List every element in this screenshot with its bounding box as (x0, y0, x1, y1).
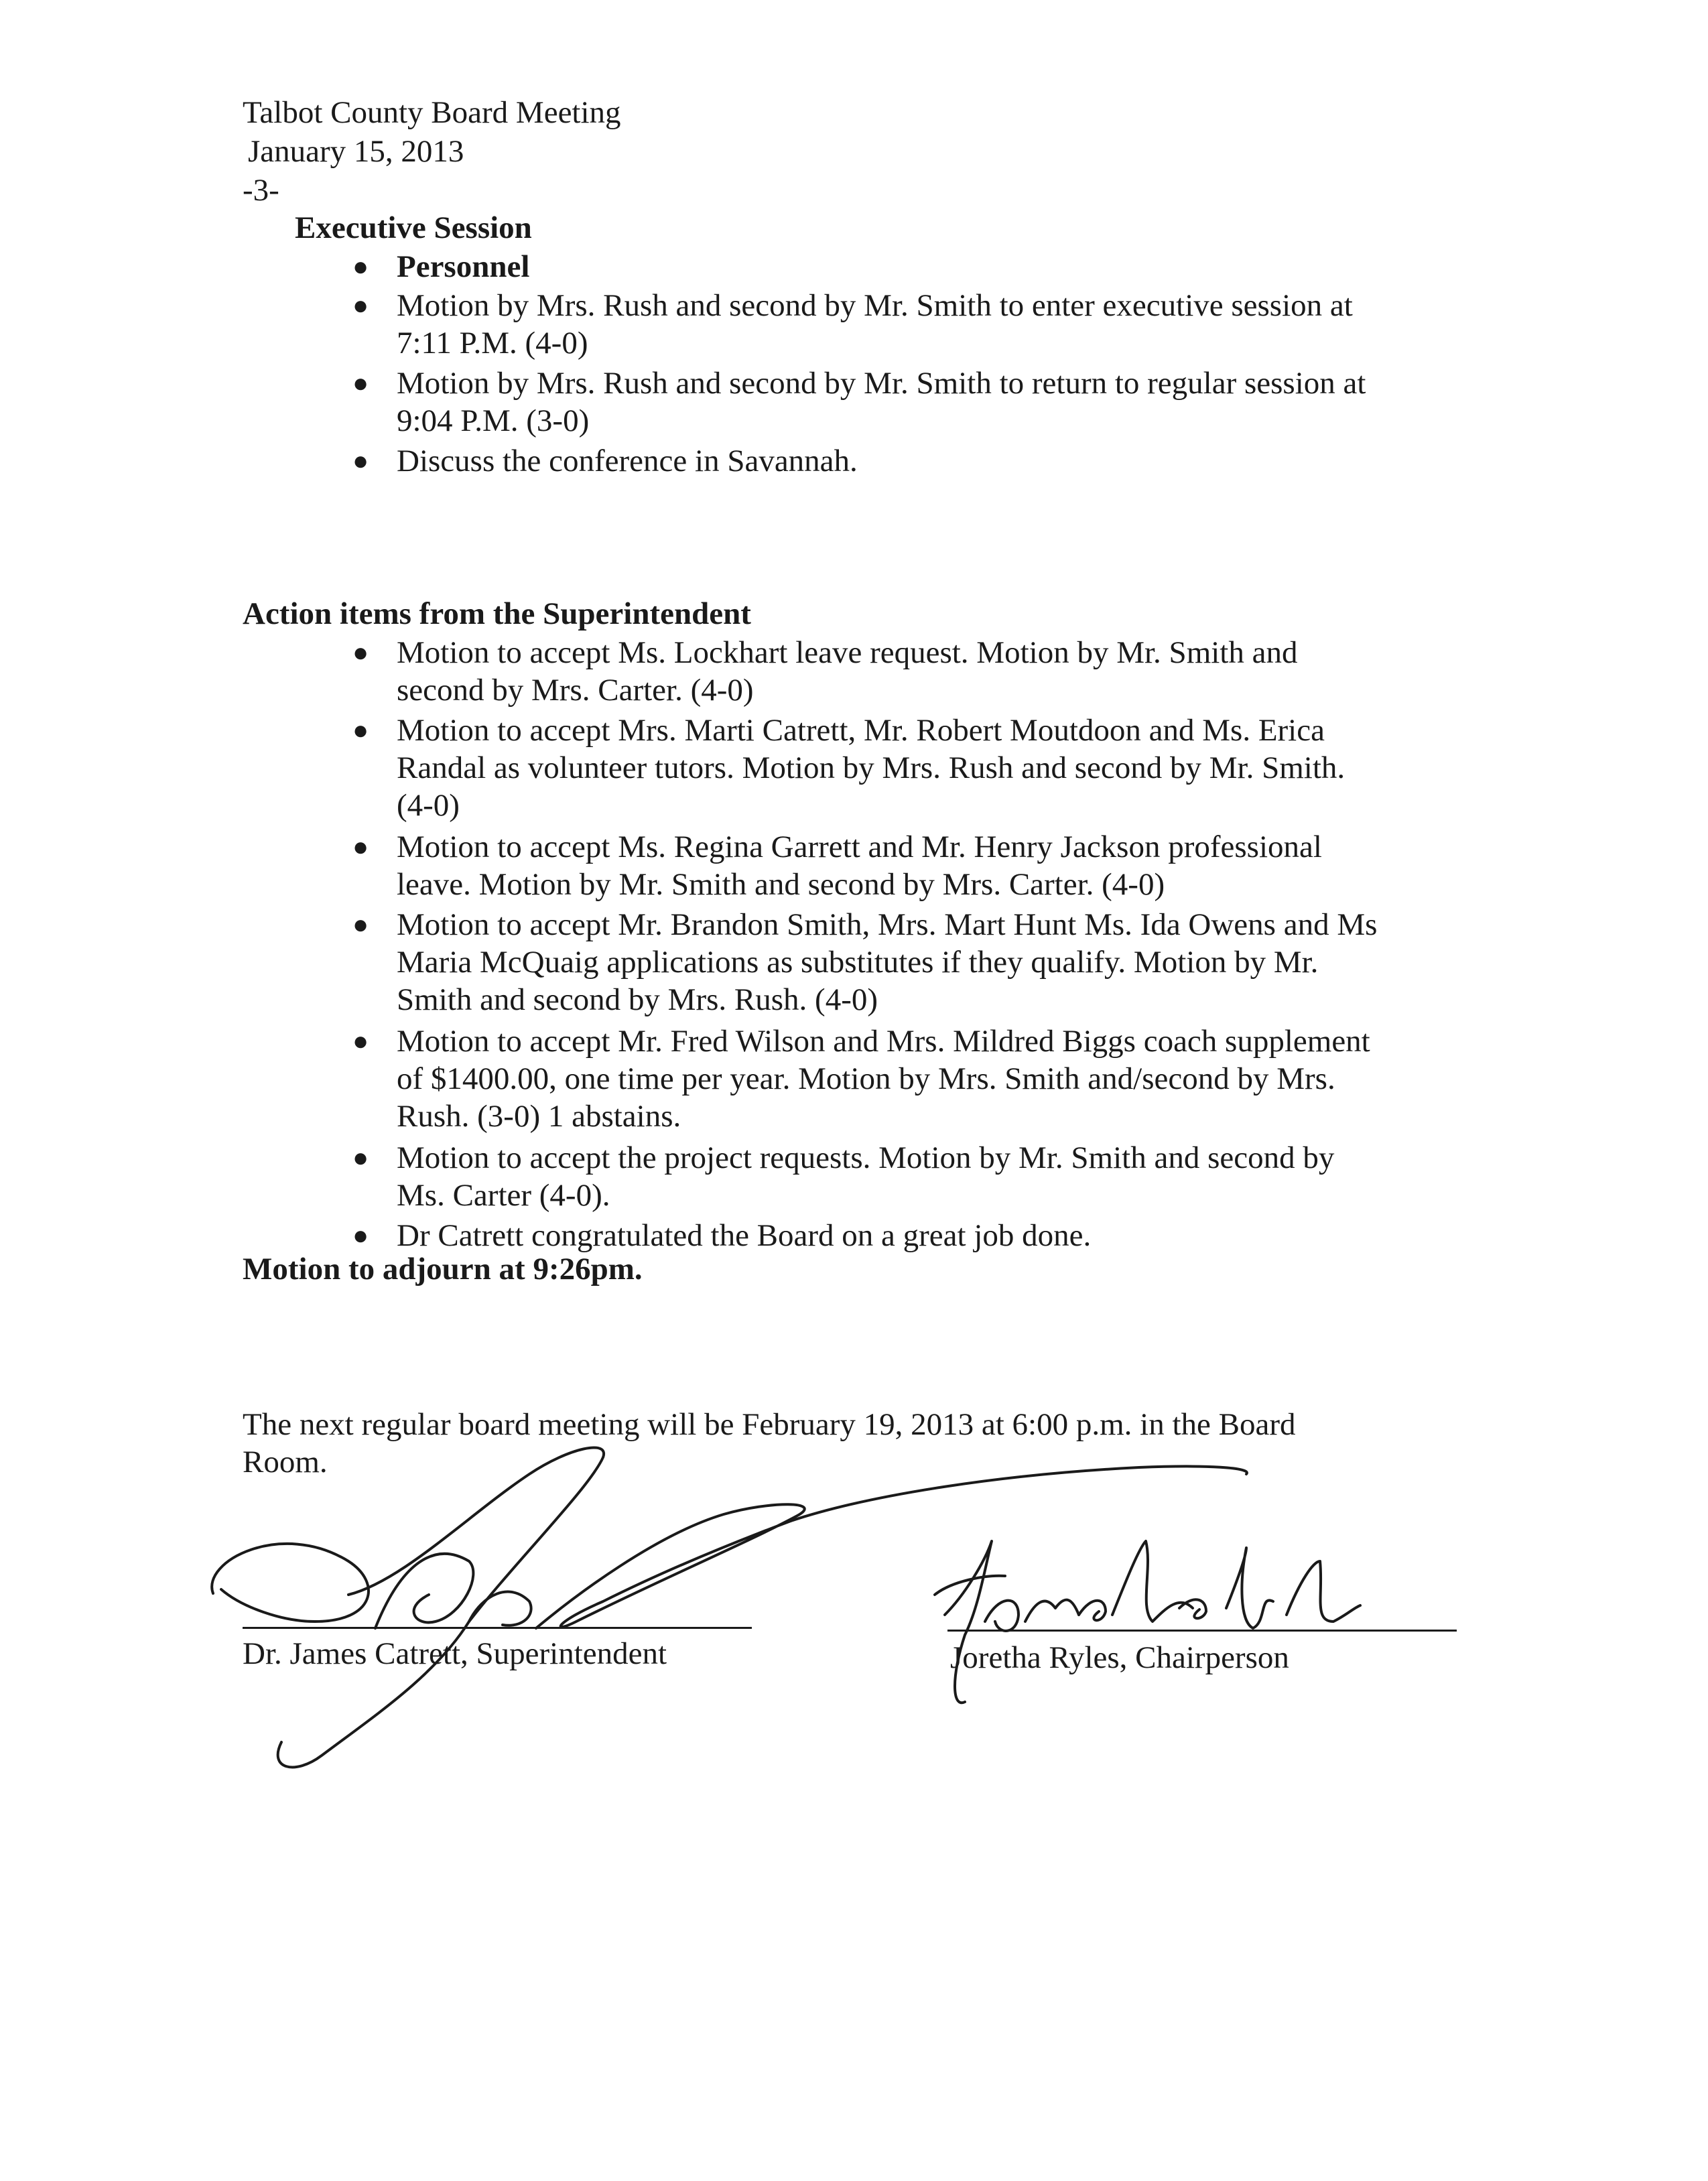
list-item (352, 442, 1536, 481)
list-item (352, 365, 1536, 442)
list-item-text: Motion to accept Ms. Lockhart leave request. Motion by Mr. Smith and (397, 635, 1298, 670)
list-item-text: Dr Catrett congratulated the Board on a great job done. (397, 1218, 1092, 1253)
bullet-icon: ● (352, 368, 369, 398)
bullet-icon: ● (352, 1026, 369, 1056)
next-meeting-line: Room. (243, 1445, 328, 1479)
page-number: -3- (243, 173, 279, 208)
superintendent-list (352, 634, 1536, 1256)
bullet-icon: ● (352, 290, 369, 320)
next-meeting-line: The next regular board meeting will be February 19, 2013 at 6:00 p.m. in the Board (243, 1407, 1296, 1442)
list-item-text: Discuss the conference in Savannah. (397, 444, 858, 478)
list-item-text: 7:11 P.M. (4-0) (397, 326, 588, 360)
list-item (352, 634, 1536, 712)
list-item-text: Motion to accept Mrs. Marti Catrett, Mr. Robert Moutdoon and Ms. Erica (397, 713, 1325, 748)
list-item-text: Motion by Mrs. Rush and second by Mr. Smith to enter executive session at (397, 288, 1353, 323)
signature-line-chairperson (947, 1630, 1457, 1632)
document-title: Talbot County Board Meeting (243, 95, 621, 130)
chairperson-signature-label: Joretha Ryles, Chairperson (950, 1640, 1289, 1675)
executive-session-heading: Executive Session (295, 210, 532, 245)
bullet-icon: ● (352, 637, 369, 667)
list-item (352, 1022, 1536, 1139)
list-item-text: Ms. Carter (4-0). (397, 1178, 610, 1213)
bullet-icon: ● (352, 251, 369, 281)
next-meeting-note (243, 1406, 1583, 1481)
superintendent-heading: Action items from the Superintendent (243, 596, 751, 631)
list-item-text: of $1400.00, one time per year. Motion by Mrs. Smith and/second by Mrs. (397, 1061, 1335, 1096)
bullet-icon: ● (352, 1220, 369, 1250)
list-item-text: Motion to accept Ms. Regina Garrett and Mr. Henry Jackson professional (397, 830, 1322, 864)
list-item-text: Motion to accept the project requests. Motion by Mr. Smith and second by (397, 1140, 1335, 1175)
bullet-icon: ● (352, 446, 369, 476)
adjourn-motion: Motion to adjourn at 9:26pm. (243, 1252, 643, 1286)
signature-line-superintendent (243, 1627, 752, 1629)
list-item-text: Motion to accept Mr. Fred Wilson and Mrs. Mildred Biggs coach supplement (397, 1024, 1370, 1059)
list-item-text: Rush. (3-0) 1 abstains. (397, 1099, 681, 1134)
list-item-text: Personnel (397, 249, 530, 284)
bullet-icon: ● (352, 832, 369, 862)
list-item-text: Motion by Mrs. Rush and second by Mr. Smith to return to regular session at (397, 366, 1366, 401)
superintendent-signature-label: Dr. James Catrett, Superintendent (243, 1636, 667, 1671)
list-item-text: Maria McQuaig applications as substitutes if they qualify. Motion by Mr. (397, 945, 1319, 980)
executive-session-list (352, 248, 1536, 481)
list-item-text: Randal as volunteer tutors. Motion by Mrs. Rush and second by Mr. Smith. (397, 750, 1345, 785)
list-item (352, 712, 1536, 828)
list-item-text: 9:04 P.M. (3-0) (397, 403, 590, 438)
list-item-text: second by Mrs. Carter. (4-0) (397, 673, 754, 708)
list-item (352, 1139, 1536, 1217)
bullet-icon: ● (352, 909, 369, 939)
bullet-icon: ● (352, 715, 369, 745)
list-item-text: leave. Motion by Mr. Smith and second by Mrs. Carter. (4-0) (397, 867, 1165, 902)
list-item-text: Motion to accept Mr. Brandon Smith, Mrs. Mart Hunt Ms. Ida Owens and Ms (397, 907, 1378, 942)
meeting-date: January 15, 2013 (248, 134, 464, 169)
list-item (352, 828, 1536, 906)
bullet-icon: ● (352, 1142, 369, 1173)
chairperson-signature (945, 1541, 992, 1703)
list-item-text: (4-0) (397, 788, 460, 823)
superintendent-signature (212, 1544, 369, 1622)
list-item (352, 287, 1536, 365)
list-item-text: Smith and second by Mrs. Rush. (4-0) (397, 982, 878, 1017)
list-item (352, 906, 1536, 1022)
list-item (352, 248, 1536, 287)
